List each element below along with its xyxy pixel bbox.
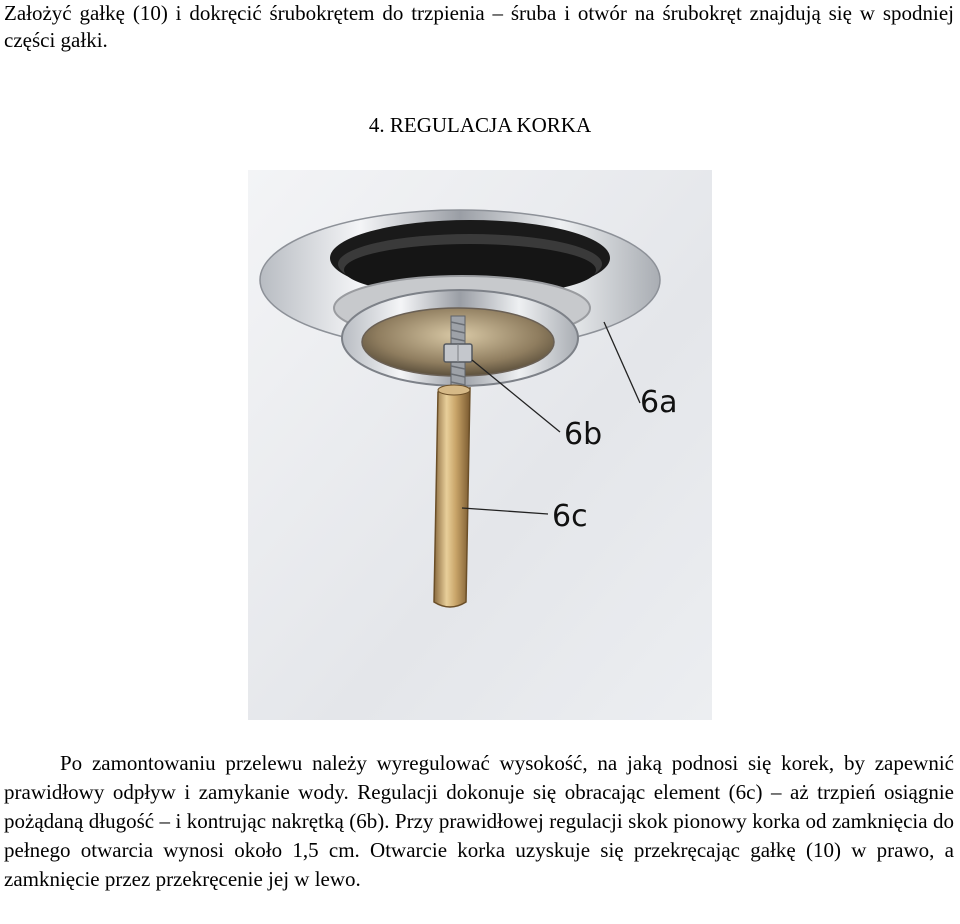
plug-photo xyxy=(248,170,712,720)
intro-paragraph: Założyć gałkę (10) i dokręcić śrubokrętem do trzpienia – śruba i otwór na śrubokręt znajdują się w spodniej części gałki. xyxy=(4,1,954,52)
section-heading: 4. REGULACJA KORKA xyxy=(368,113,592,137)
label-6c: 6c xyxy=(552,499,588,534)
brass-rod xyxy=(434,388,470,607)
regulation-paragraph: Po zamontowaniu przelewu należy wyregulować wysokość, na jaką podnosi się korek, by zapewnić prawidłowy odpływ i zamykanie wody. Regulacji dokonuje się obracając element (6c) – aż trzpień osiągnie pożądaną długość – i kontrując nakrętką (6b). Przy prawidłowej regulacji skok pionowy korka od zamknięcia do pełnego otwarcia wynosi około 1,5 cm. Otwarcie korka uzyskuje się przekręcając gałkę (10) w prawo, a zamknięcie przez przekręcenie jej w lewo. xyxy=(4,751,954,891)
label-6b: 6b xyxy=(564,417,603,452)
label-6a: 6a xyxy=(640,385,678,420)
